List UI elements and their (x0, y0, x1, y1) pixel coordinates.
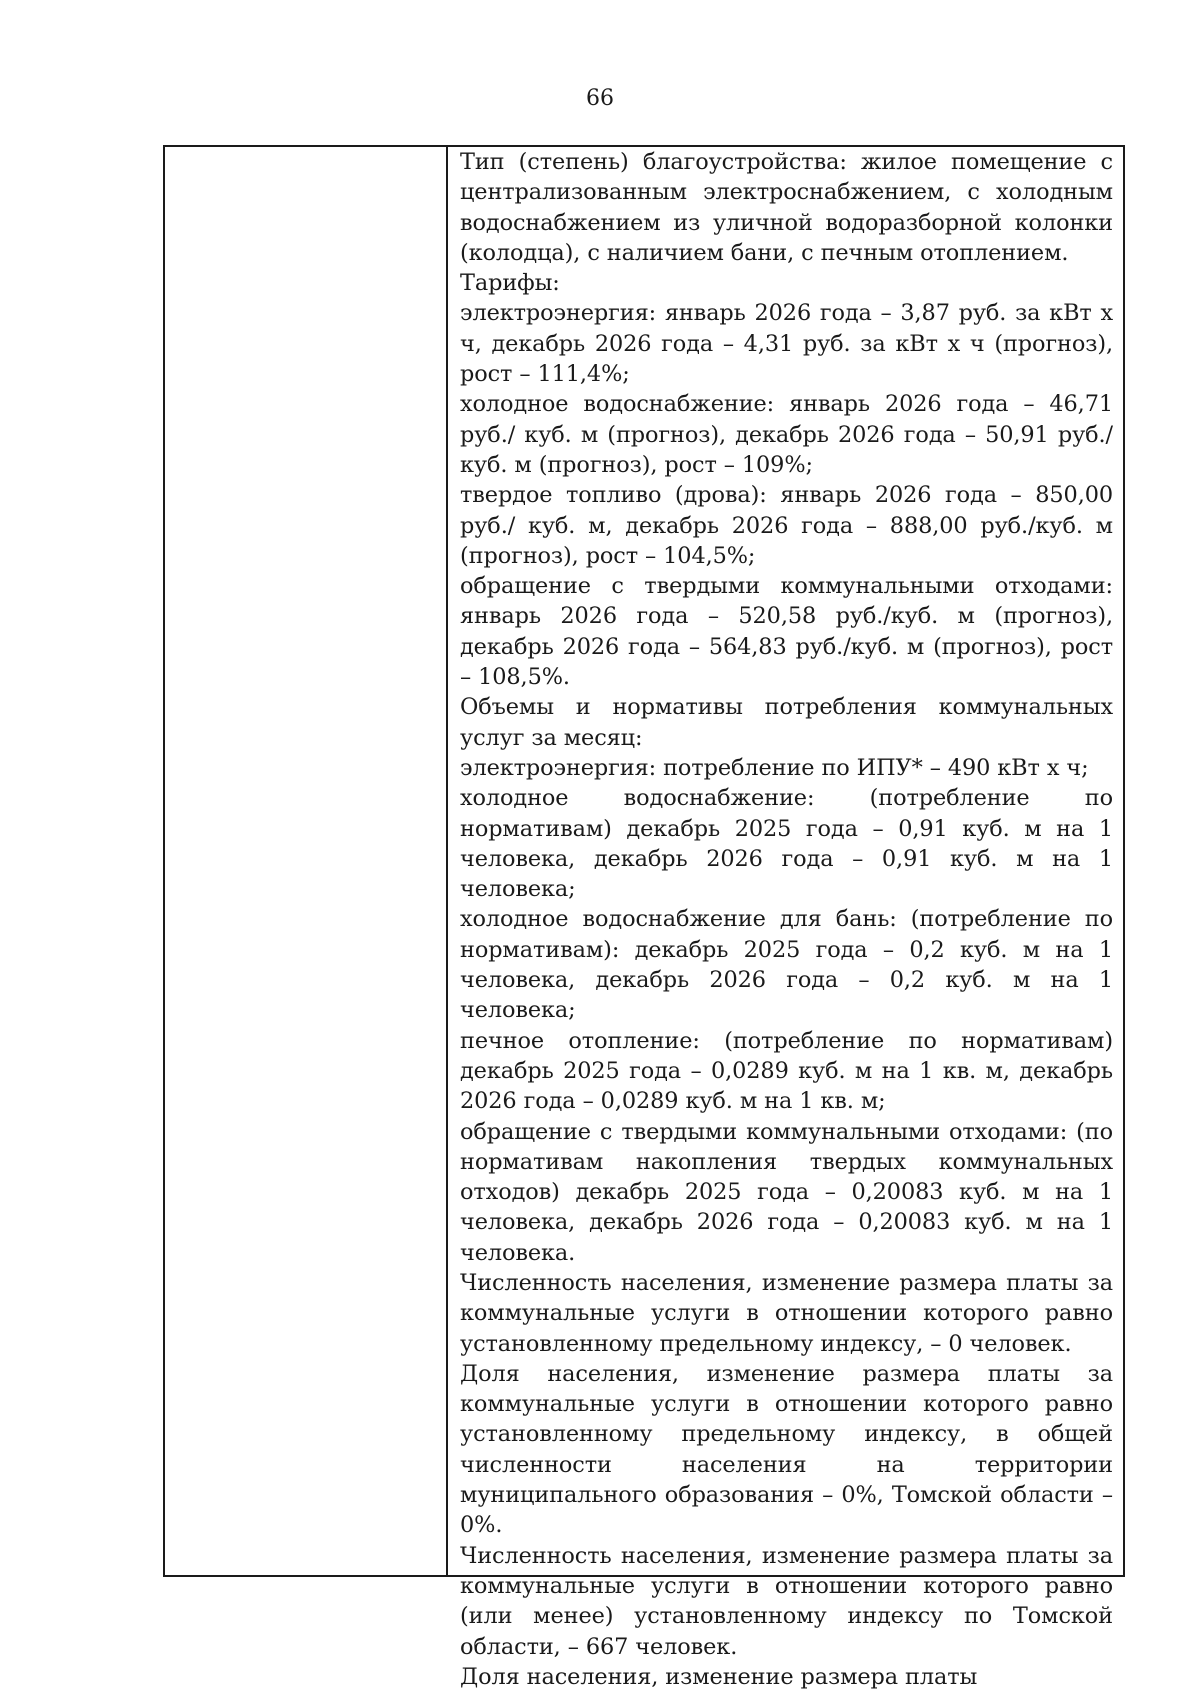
paragraph-tariff-firewood: твердое топливо (дрова): январь 2026 года – 850,00 руб./ куб. м, декабрь 2026 года – 888,00 руб./куб. м (прогноз), рост – 104,5%; (460, 482, 1113, 569)
paragraph-tariffs-heading: Тарифы: (460, 270, 560, 297)
page-number: 66 (586, 86, 614, 111)
paragraph-tariff-cold-water: холодное водоснабжение: январь 2026 года – 46,71 руб./ куб. м (прогноз), декабрь 2026 года – 50,91 руб./куб. м (прогноз), рост – 109%; (460, 391, 1113, 478)
paragraph-share-below-index: Доля населения, изменение размера платы (460, 1663, 978, 1690)
table-right-cell (448, 147, 1123, 1690)
document-table (163, 145, 1125, 1690)
paragraph-tariff-solid-waste: обращение с твердыми коммунальными отходами: январь 2026 года – 520,58 руб./куб. м (прогноз), декабрь 2026 года – 564,83 руб./куб. м (прогноз), рост – 108,5%. (460, 573, 1113, 691)
paragraph-population-at-limit: Численность населения, изменение размера платы за коммунальные услуги в отношении которого равно установленному предельному индексу, – 0 человек. (460, 1269, 1113, 1357)
paragraph-tariff-electricity: электроэнергия: январь 2026 года – 3,87 руб. за кВт х ч, декабрь 2026 года – 4,31 руб. за кВт х ч (прогноз), рост – 111,4%; (460, 300, 1113, 388)
paragraph-volume-electricity: электроэнергия: потребление по ИПУ* – 490 кВт х ч; (460, 754, 1089, 781)
paragraph-volume-cold-water: холодное водоснабжение: (потребление по нормативам) декабрь 2025 года – 0,91 куб. м на 1 человека, декабрь 2026 года – 0,91 куб. м на 1 человека; (460, 785, 1113, 903)
paragraph-amenity-type: Тип (степень) благоустройства: жилое помещение с централизованным электроснабжением, с холодным водоснабжением из уличной водоразборной колонки (колодца), с наличием бани, с печным отоплением. (460, 149, 1113, 266)
paragraph-volume-stove-heating: печное отопление: (потребление по нормативам) декабрь 2025 года – 0,0289 куб. м на 1 кв. м, декабрь 2026 года – 0,0289 куб. м на 1 кв. м; (460, 1027, 1113, 1115)
table-left-cell (165, 147, 448, 1575)
paragraph-volumes-heading: Объемы и нормативы потребления коммунальных услуг за месяц: (460, 694, 1113, 751)
paragraph-population-below-index: Численность населения, изменение размера платы за коммунальные услуги в отношении которого равно (или менее) установленному индексу по Томской области, – 667 человек. (460, 1542, 1113, 1660)
paragraph-share-at-limit: Доля населения, изменение размера платы за коммунальные услуги в отношении которого равно установленному предельному индексу, в общей численности населения на территории муниципального образования – 0%, Томской области – 0%. (460, 1360, 1113, 1539)
paragraph-volume-solid-waste: обращение с твердыми коммунальными отходами: (по нормативам накопления твердых коммунальных отходов) декабрь 2025 года – 0,20083 куб. м на 1 человека, декабрь 2026 года – 0,20083 куб. м на 1 человека. (460, 1118, 1113, 1266)
paragraph-volume-bath-water: холодное водоснабжение для бань: (потребление по нормативам): декабрь 2025 года – 0,2 куб. м на 1 человека, декабрь 2026 года – 0,2 куб. м на 1 человека; (460, 906, 1113, 1024)
